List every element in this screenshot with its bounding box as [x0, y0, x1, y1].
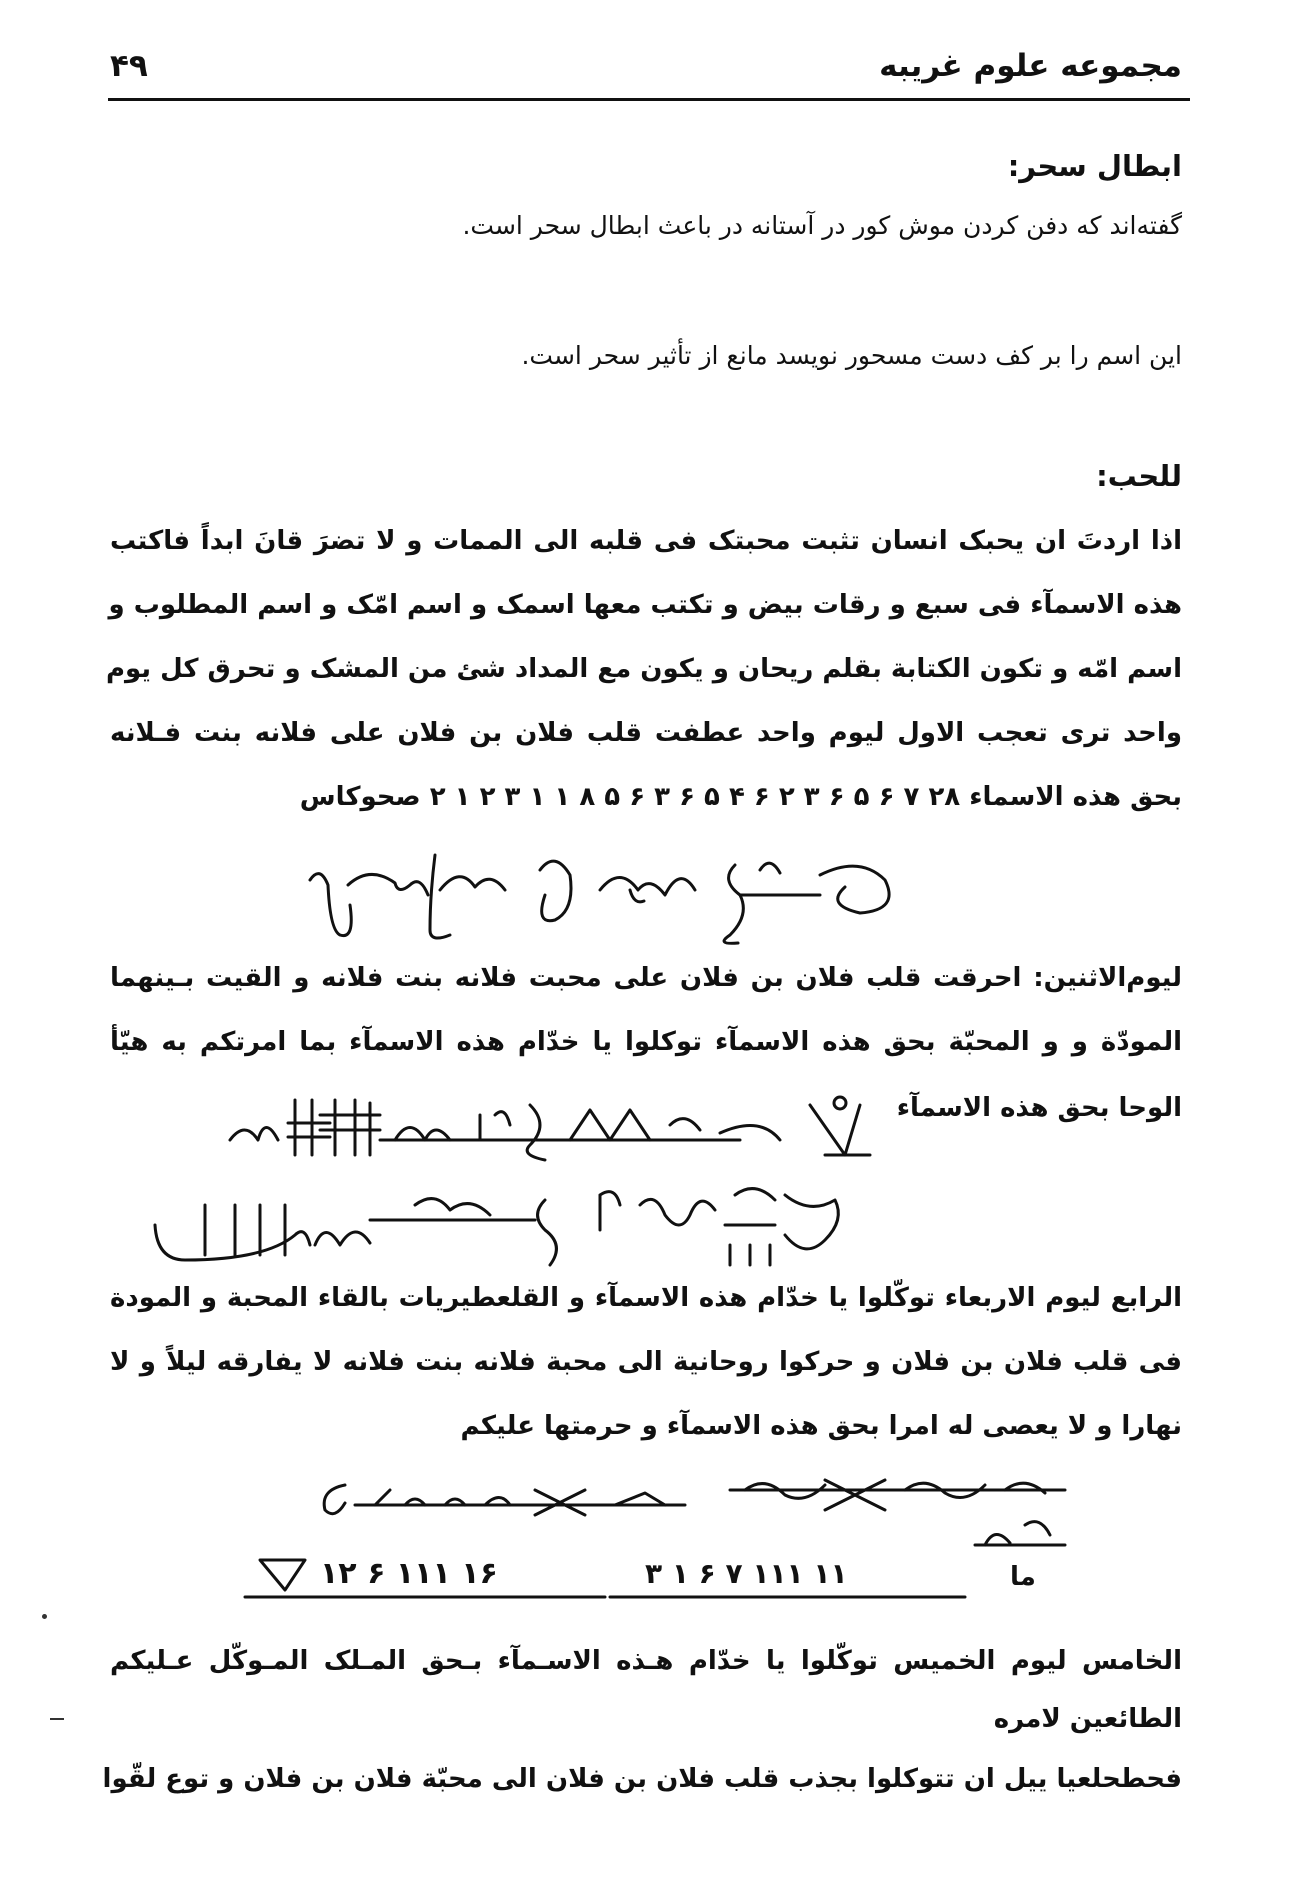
handwritten-number-sequence-right: ۳ ۱ ۶ ۷ ۱۱۱ ۱۱: [645, 1557, 848, 1590]
text-line-hub-4: واحد تری تعجب الاول لیوم واحد عطفت قلب فلان بن فلان علی فلانه بنت فـلانه: [110, 718, 1182, 748]
section-heading-lelhob: للحب:: [1096, 459, 1182, 493]
text-line-hub-3: اسم امّه و تکون الکتابة بقلم ریحان و یکون مع المداد شئ من المشک و تحرق کل یوم: [105, 654, 1182, 684]
text-line-thursday-1: الخامس لیوم الخمیس توکّلوا یا خدّام هـذه الاسـمآء بـحق المـلک المـوکّل عـلیکم: [110, 1646, 1182, 1676]
handwritten-mark: ﻣﺎ: [1010, 1562, 1036, 1592]
header-rule: [108, 98, 1190, 101]
text-line-hub-1: اذا اردتَ ان یحبک انسان تثبت محبتک فی قلبه الی الممات و لا تضرَ قانَ ابداً فاکتب: [110, 526, 1182, 556]
talisman-glyphs-row-1: [300, 835, 920, 955]
talisman-glyphs-row-4: [205, 1465, 1095, 1605]
text-line-thursday-2: الطائعین لامره: [993, 1704, 1182, 1734]
talisman-glyphs-row-3: [145, 1165, 865, 1275]
text-line-monday-3: الوحا بحق هذه الاسمآء: [896, 1093, 1182, 1123]
text-line-thursday-3: فحطحلعیا ییل ان تتوکلوا بجذب قلب فلان بن فلان الی محبّة فلان بن فلان و توع لقّوا: [102, 1764, 1182, 1794]
text-line-wednesday-3: نهارا و لا یعصی له امرا بحق هذه الاسمآء و حرمتها علیکم: [460, 1411, 1182, 1441]
text-line-hub-2: هذه الاسمآء فی سبع و رقات بیض و تکتب معها اسمک و اسم امّک و اسم المطلوب و: [108, 590, 1182, 620]
talisman-glyphs-row-2: [220, 1085, 880, 1165]
text-line-monday-1: لیوم‌الاثنین: احرقت قلب فلان بن فلان علی محبت فلانه بنت فلانه و القیت بـینهما: [110, 963, 1182, 993]
running-header-title: مجموعه علوم غریبه: [879, 48, 1182, 84]
handwritten-number-sequence-left: ۱۲ ۶ ۱۱۱ ۱۶: [320, 1556, 498, 1591]
paragraph-ebtal-2: این اسم را بر کف دست مسحور نویسد مانع از تأثیر سحر است.: [521, 341, 1182, 370]
section-heading-ebtal-sehr: ابطال سحر:: [1007, 149, 1182, 183]
text-line-monday-2: المودّة و و المحبّة بحق هذه الاسمآء توکلوا یا خدّام هذه الاسمآء بما امرتکم به هیّأ: [110, 1027, 1182, 1057]
text-line-wednesday-2: فی قلب فلان بن فلان و حرکوا روحانیة الی محبة فلانه بنت فلانه لا یفارقه لیلاً و لا: [110, 1347, 1182, 1377]
scan-speck: [50, 1718, 64, 1720]
scan-speck: [42, 1614, 47, 1619]
text-line-wednesday-1: الرابع لیوم الاربعاء توکّلوا یا خدّام هذه الاسمآء و القلعطیریات بالقاء المحبة و المودة: [110, 1283, 1182, 1313]
paragraph-ebtal-1: گفته‌اند که دفن کردن موش کور در آستانه در باعث ابطال سحر است.: [462, 211, 1182, 240]
page-number: ۴۹: [110, 48, 148, 84]
text-line-hub-5: بحق هذه الاسماء ۲۸ ۷ ۶ ۵ ۶ ۳ ۲ ۶ ۴ ۵ ۶ ۳ ۶ ۵ ۸ ۱ ۱ ۳ ۲ ۱ ۲ صحوکاس: [299, 782, 1182, 812]
